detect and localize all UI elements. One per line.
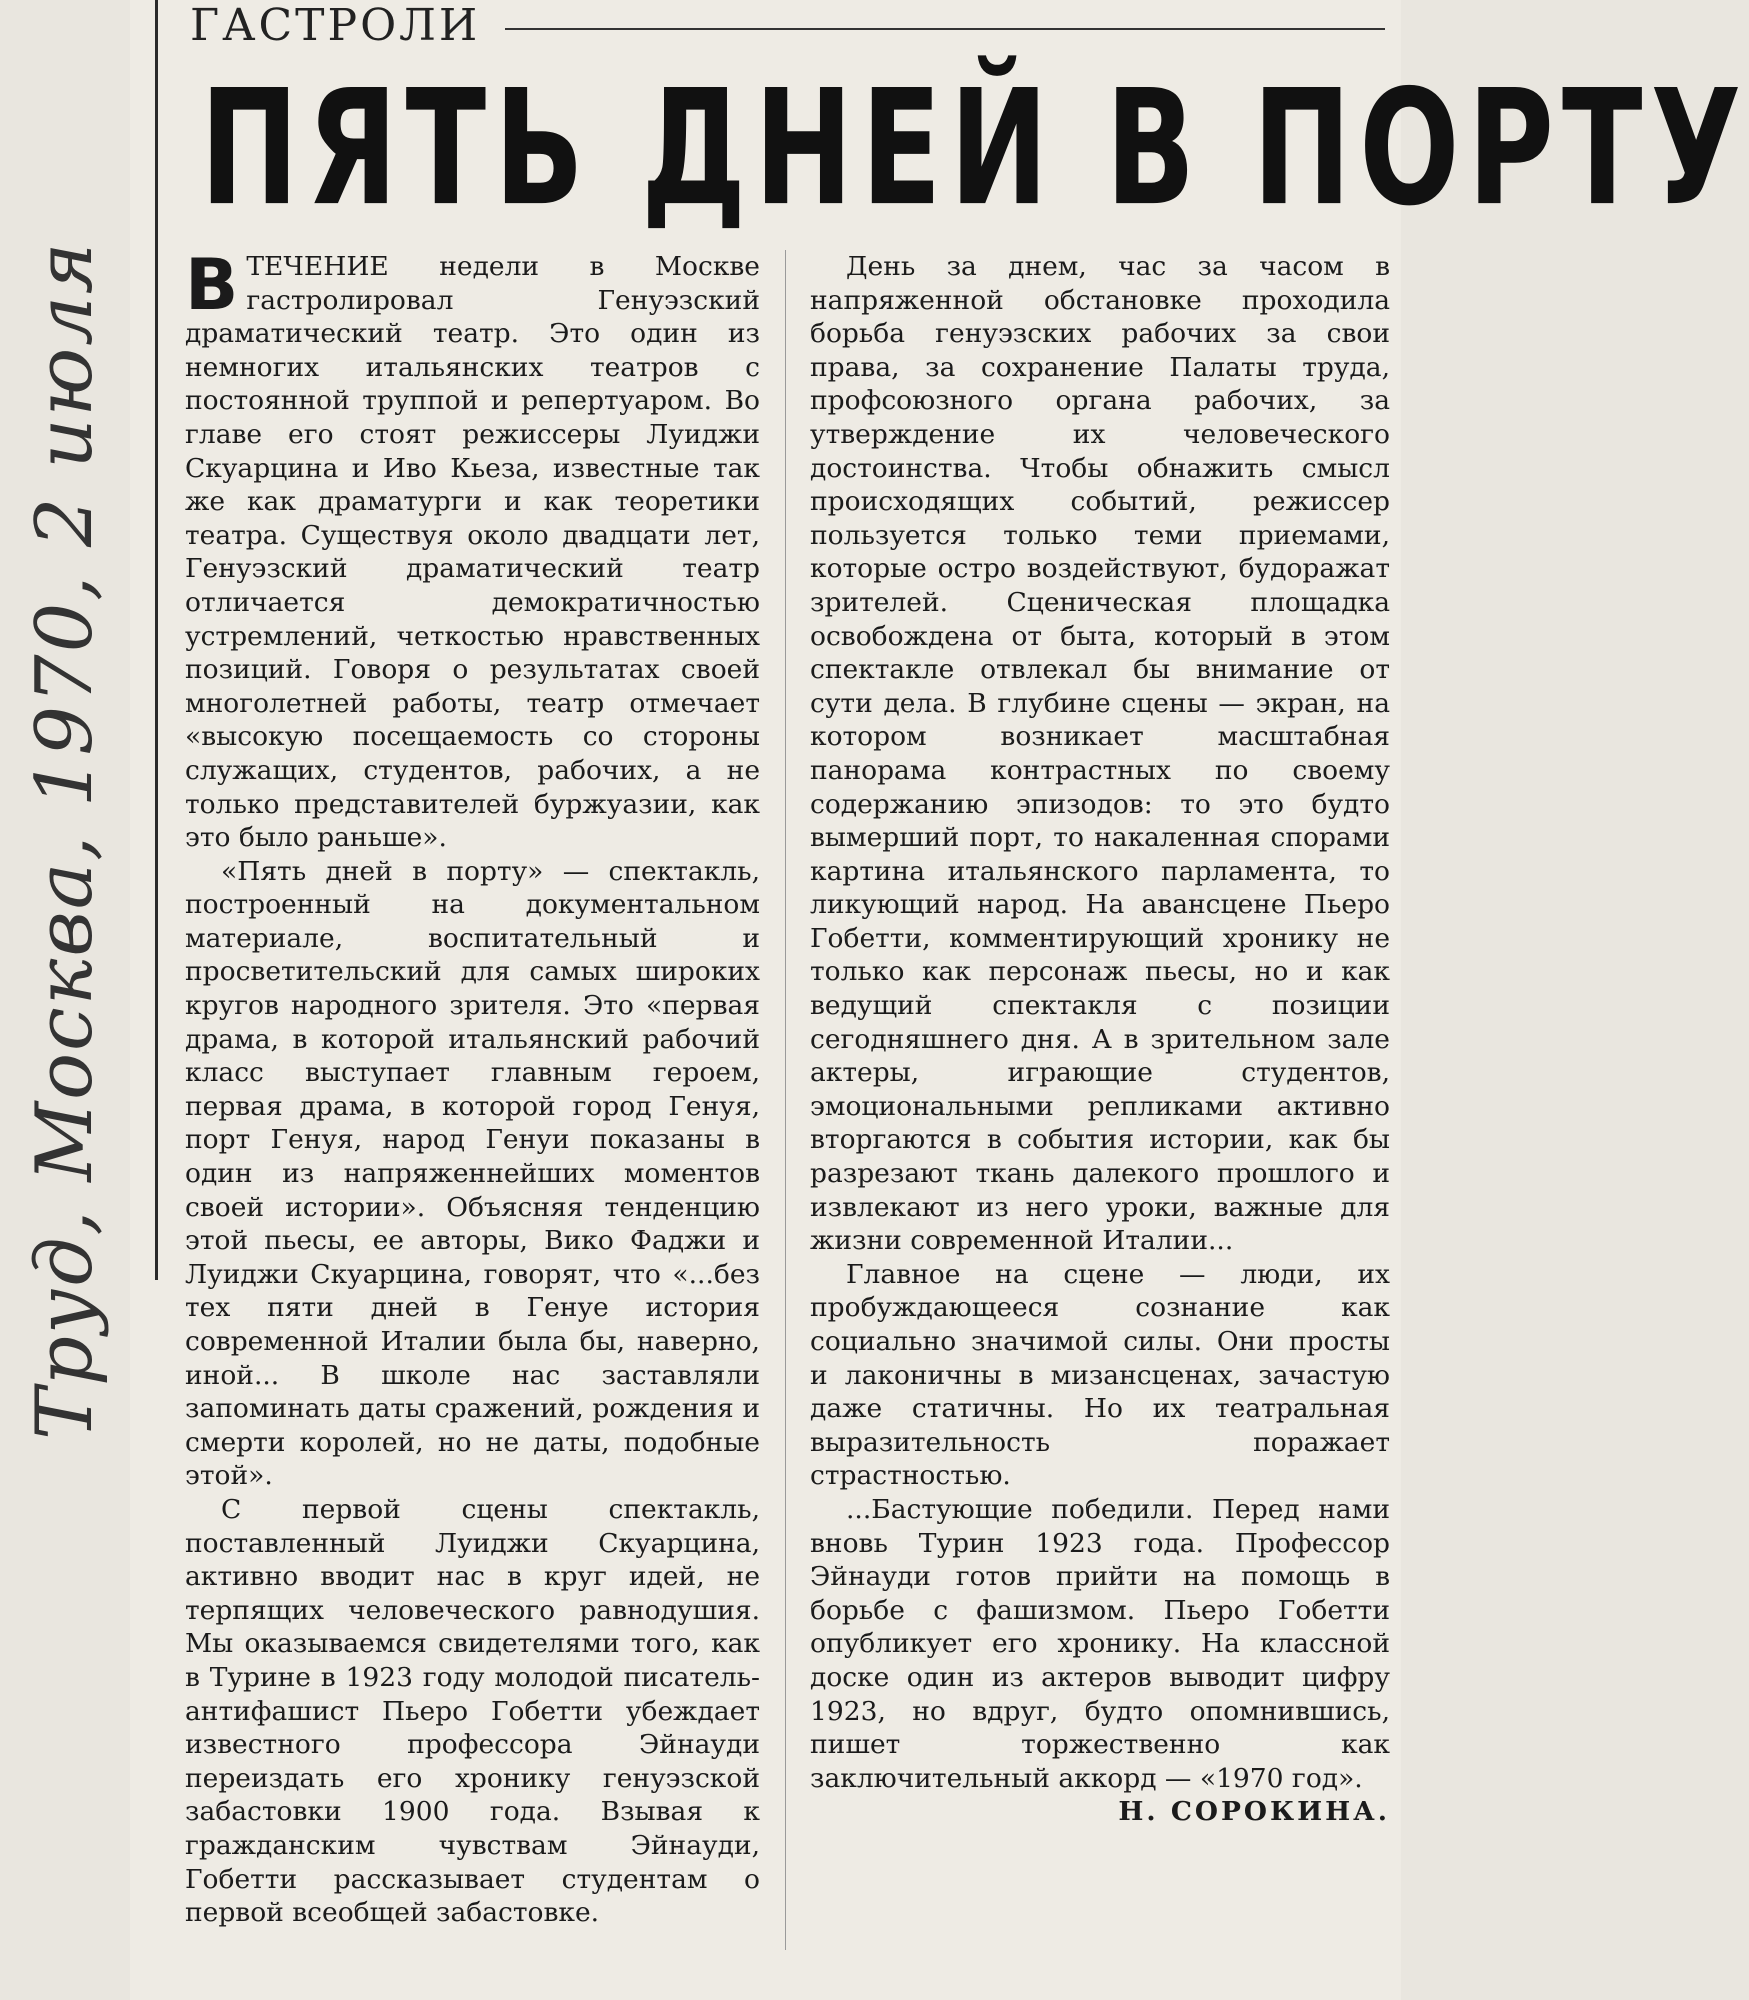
author-signature: Н. СОРОКИНА. [1118, 1796, 1390, 1828]
paragraph: «Пять дней в порту» — спектакль, построенный на документальном материале, воспитательный и просветительский для самых широких кругов народного зрителя. Это «первая драма, в которой итальянский рабочий класс выступает главным героем, первая драма, в которой город Генуя, порт Генуя, народ Генуи показаны в один из напряженнейших моментов своей истории». Объясняя тенденцию этой пьесы, ее авторы, Вико Фаджи и Луиджи Скуарцина, говорят, что «...без тех пяти дней в Генуе история современной Италии была бы, наверно, иной... В школе нас заставляли запоминать даты сражений, рождения и смерти королей, но не даты, подобные этой». [185, 855, 760, 1492]
article-column-right [810, 250, 1390, 1829]
paragraph: Главное на сцене — люди, их пробуждающееся сознание как социально значимой силы. Они просты и лаконичны в мизансценах, зачастую даже статичны. Но их театральная выразительность поражает страстностью. [810, 1258, 1390, 1492]
article-column-left [185, 244, 760, 1930]
paragraph-text: ТЕЧЕНИЕ недели в Москве гастролировал Генуэзский драматический театр. Это один из немногих итальянских театров с постоянной труппой и репертуаром. Во главе его стоят режиссеры Луиджи Скуарцина и Иво Кьеза, известные так же как драматурги и как теоретики театра. Существуя около двадцати лет, Генуэзский драматический театр отличается демократичностью устремлений, четкостью нравственных позиций. Говоря о результатах своей многолетней работы, театр отмечает «высокую посещаемость со стороны служащих, студентов, рабочих, а не только представителей буржуазии, как это было раньше». [185, 251, 760, 854]
handwritten-margin-note: Труд, Москва, 1970, 2 июля [20, 240, 110, 1440]
column-rule [155, 0, 158, 1280]
rubric-underline [505, 28, 1385, 30]
paragraph: День за днем, час за часом в напряженной обстановке проходила борьба генуэзских рабочих за свои права, за сохранение Палаты труда, профсоюзного органа рабочих, за утверждение их человеческого достоинства. Чтобы обнажить смысл происходящих событий, режиссер пользуется только теми приемами, которые остро воздействуют, будоражат зрителей. Сценическая площадка освобождена от быта, который в этом спектакле отвлекал бы внимание от сути дела. В глубине сцены — экран, на котором возникает масштабная панорама контрастных по своему содержанию эпизодов: то это будто вымерший порт, то накаленная спорами картина итальянского парламента, то ликующий народ. На авансцене Пьеро Гобетти, комментирующий хронику не только как персонаж пьесы, но и как ведущий спектакля с позиции сегодняшнего дня. А в зрительном зале актеры, играющие студентов, эмоциональными репликами активно вторгаются в события истории, как бы разрезают ткань далекого прошлого и извлекают из него уроки, важные для жизни современной Италии... [810, 251, 1390, 1257]
paragraph: ...Бастующие победили. Перед нами вновь Турин 1923 года. Профессор Эйнауди готов прийти на помощь в борьбе с фашизмом. Пьеро Гобетти опубликует его хронику. На классной доске один из актеров выводит цифру 1923, но вдруг, будто опомнившись, пишет торжественно как заключительный аккорд — «1970 год». [810, 1493, 1390, 1794]
drop-cap: В [185, 244, 239, 326]
article-headline: ПЯТЬ ДНЕЙ В ПОРТУ [200, 54, 1749, 241]
column-divider [785, 250, 786, 1950]
section-rubric: ГАСТРОЛИ [190, 0, 481, 51]
paragraph [185, 244, 760, 855]
paragraph: С первой сцены спектакль, поставленный Луиджи Скуарцина, активно вводит нас в круг идей, не терпящих человеческого равнодушия. Мы оказываемся свидетелями того, как в Турине в 1923 году молодой писатель-антифашист Пьеро Гобетти убеждает известного профессора Эйнауди переиздать его хронику генуэзской забастовки 1900 года. Взывая к гражданским чувствам Эйнауди, Гобетти рассказывает студентам о первой всеобщей забастовке. [185, 1493, 760, 1929]
